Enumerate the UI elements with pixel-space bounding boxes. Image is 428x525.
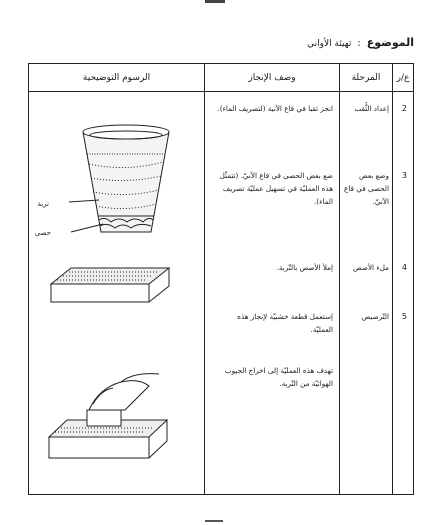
subject-separator: :: [357, 38, 361, 49]
page-footer-mark: [205, 520, 223, 522]
stage-4: التّرصيص: [361, 312, 389, 321]
subject-label: الموضوع: [366, 36, 414, 49]
table-header-row: [29, 64, 414, 92]
illustration-cell: [29, 92, 205, 495]
illustrations-svg: [29, 92, 181, 494]
description-1: انجز ثقبا في قاع الآنية (لتصريف الماء).: [217, 104, 333, 113]
description-2: ضع بعض الحصى في قاع الآنيّ. (تتمثّل هذه العمليّة في تسهيل عمليّة تصريف الماء).: [219, 171, 333, 206]
step-number-4: 4: [401, 263, 407, 272]
table-row: [29, 92, 414, 495]
description-3: إملأ الأصص بالتّربة.: [276, 263, 333, 272]
page-header-mark: [205, 0, 225, 3]
tamping-illustration: [49, 374, 167, 458]
number-cell: [393, 92, 414, 495]
steps-table: [28, 63, 414, 495]
description-4: إستعمل قطعة خشبيّة لإنجاز هذه العمليّة.: [237, 312, 333, 334]
step-number-2: 2: [401, 104, 407, 113]
header-illustrations: الرسوم التوضيحية: [29, 64, 205, 92]
pot-illustration: [69, 125, 169, 232]
description-cell: [205, 92, 340, 495]
stage-3: ملء الأصص: [353, 263, 389, 272]
step-number-5: 5: [401, 312, 407, 321]
description-5: تهدف هذه العمليّة إلى اخراج الجيوب الهوائيّة من التّربة.: [224, 366, 333, 388]
gravel-label: حصى: [34, 229, 51, 237]
stage-1: إعداد الثُّقب: [354, 104, 389, 113]
subject-line: [307, 36, 414, 49]
soil-tray-illustration: [51, 268, 169, 302]
header-stage: المرحلة: [340, 64, 393, 92]
subject-value: تهيئة الأواني: [307, 39, 352, 49]
stage-2: وضع بعض الحصى في قاع الآنيّ.: [344, 171, 389, 206]
header-description: وصف الإنجاز: [205, 64, 340, 92]
header-number: ع/ر: [393, 64, 414, 92]
stage-cell: [340, 92, 393, 495]
soil-label: تربة: [37, 200, 49, 208]
step-number-3: 3: [401, 171, 407, 180]
